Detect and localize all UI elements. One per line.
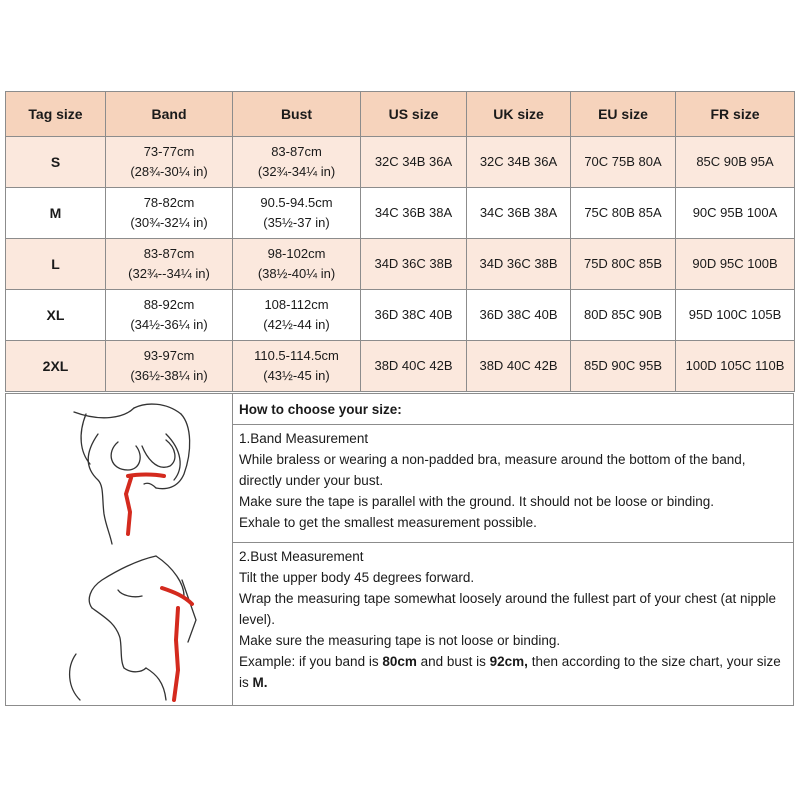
bust-step-2: Wrap the measuring tape somewhat loosely around the fullest part of your chest (at nipple level).	[239, 591, 777, 627]
band-cell	[106, 188, 233, 239]
table-row	[6, 290, 795, 341]
fr-size-cell: 90D 95C 100B	[676, 239, 795, 290]
band-cell	[106, 341, 233, 392]
bust-in: (32¾-34¼ in)	[257, 164, 336, 179]
header-uk-size: UK size	[467, 92, 571, 137]
fr-size-cell: 85C 90B 95A	[676, 137, 795, 188]
bust-measurement-section	[233, 543, 793, 705]
uk-size-cell: 34C 36B 38A	[467, 188, 571, 239]
band-cm: 88-92cm	[143, 297, 195, 312]
example-text-e: then according to the size chart, your size is	[239, 654, 781, 690]
bust-cell	[233, 137, 361, 188]
eu-size-cell: 75C 80B 85A	[571, 188, 676, 239]
header-us-size: US size	[361, 92, 467, 137]
tag-size-cell: XL	[6, 290, 106, 341]
band-cell	[106, 137, 233, 188]
figures-column	[6, 394, 233, 705]
bust-heading: 2.Bust Measurement	[239, 549, 364, 564]
fr-size-cell: 90C 95B 100A	[676, 188, 795, 239]
fr-size-cell: 100D 105C 110B	[676, 341, 795, 392]
uk-size-cell: 38D 40C 42B	[467, 341, 571, 392]
bust-cm: 108-112cm	[264, 297, 329, 312]
example-size-value: M.	[252, 675, 268, 690]
guide-title: How to choose your size:	[233, 394, 793, 425]
us-size-cell: 36D 38C 40B	[361, 290, 467, 341]
tag-size-cell: 2XL	[6, 341, 106, 392]
example-bust-value: 92cm,	[489, 654, 528, 669]
band-cell	[106, 290, 233, 341]
bust-cell	[233, 239, 361, 290]
band-step-3: Exhale to get the smallest measurement possible.	[239, 515, 537, 530]
uk-size-cell: 36D 38C 40B	[467, 290, 571, 341]
bust-cell	[233, 341, 361, 392]
table-row	[6, 341, 795, 392]
band-in: (36½-38¼ in)	[130, 368, 208, 383]
example-text-c: and bust is	[416, 654, 490, 669]
us-size-cell: 34D 36C 38B	[361, 239, 467, 290]
tag-size-cell: S	[6, 137, 106, 188]
eu-size-cell: 85D 90C 95B	[571, 341, 676, 392]
header-band: Band	[106, 92, 233, 137]
bust-cm: 110.5-114.5cm	[254, 348, 339, 363]
bust-example	[239, 651, 787, 693]
band-cm: 83-87cm	[143, 246, 195, 261]
bust-step-3: Make sure the measuring tape is not loose or binding.	[239, 633, 561, 648]
bust-cell	[233, 188, 361, 239]
us-size-cell: 32C 34B 36A	[361, 137, 467, 188]
uk-size-cell: 34D 36C 38B	[467, 239, 571, 290]
bust-cm: 90.5-94.5cm	[260, 195, 333, 210]
band-measurement-figure-icon	[6, 394, 233, 549]
header-eu-size: EU size	[571, 92, 676, 137]
band-step-1: While braless or wearing a non-padded bra, measure around the bottom of the band, directly under your bust.	[239, 452, 746, 488]
tag-size-cell: L	[6, 239, 106, 290]
table-row	[6, 137, 795, 188]
uk-size-cell: 32C 34B 36A	[467, 137, 571, 188]
example-text-a: Example: if you band is	[239, 654, 383, 669]
band-in: (30¾-32¼ in)	[130, 215, 208, 230]
band-heading: 1.Band Measurement	[239, 431, 369, 446]
size-table	[5, 91, 795, 392]
band-cell	[106, 239, 233, 290]
band-measurement-section	[233, 425, 793, 543]
table-header-row	[6, 92, 795, 137]
bust-cell	[233, 290, 361, 341]
header-tag-size: Tag size	[6, 92, 106, 137]
bust-in: (42½-44 in)	[263, 317, 330, 332]
instructions-column	[233, 394, 793, 705]
band-cm: 93-97cm	[143, 348, 195, 363]
bust-in: (43½-45 in)	[263, 368, 330, 383]
band-cm: 78-82cm	[143, 195, 195, 210]
measurement-guide	[5, 393, 794, 706]
eu-size-cell: 70C 75B 80A	[571, 137, 676, 188]
table-row	[6, 239, 795, 290]
eu-size-cell: 75D 80C 85B	[571, 239, 676, 290]
bust-step-1: Tilt the upper body 45 degrees forward.	[239, 570, 475, 585]
band-cm: 73-77cm	[143, 144, 195, 159]
bust-cm: 98-102cm	[267, 246, 326, 261]
band-step-2: Make sure the tape is parallel with the ground. It should not be loose or binding.	[239, 494, 715, 509]
bust-in: (38½-40¼ in)	[257, 266, 336, 281]
example-band-value: 80cm	[382, 654, 417, 669]
band-in: (28¾-30¼ in)	[130, 164, 208, 179]
header-fr-size: FR size	[676, 92, 795, 137]
bust-measurement-figure-icon	[6, 550, 233, 705]
us-size-cell: 34C 36B 38A	[361, 188, 467, 239]
table-row	[6, 188, 795, 239]
tag-size-cell: M	[6, 188, 106, 239]
bust-in: (35½-37 in)	[263, 215, 330, 230]
header-bust: Bust	[233, 92, 361, 137]
bust-cm: 83-87cm	[271, 144, 322, 159]
eu-size-cell: 80D 85C 90B	[571, 290, 676, 341]
us-size-cell: 38D 40C 42B	[361, 341, 467, 392]
band-in: (34½-36¼ in)	[130, 317, 208, 332]
band-in: (32¾--34¼ in)	[128, 266, 210, 281]
fr-size-cell: 95D 100C 105B	[676, 290, 795, 341]
size-chart	[5, 91, 794, 392]
